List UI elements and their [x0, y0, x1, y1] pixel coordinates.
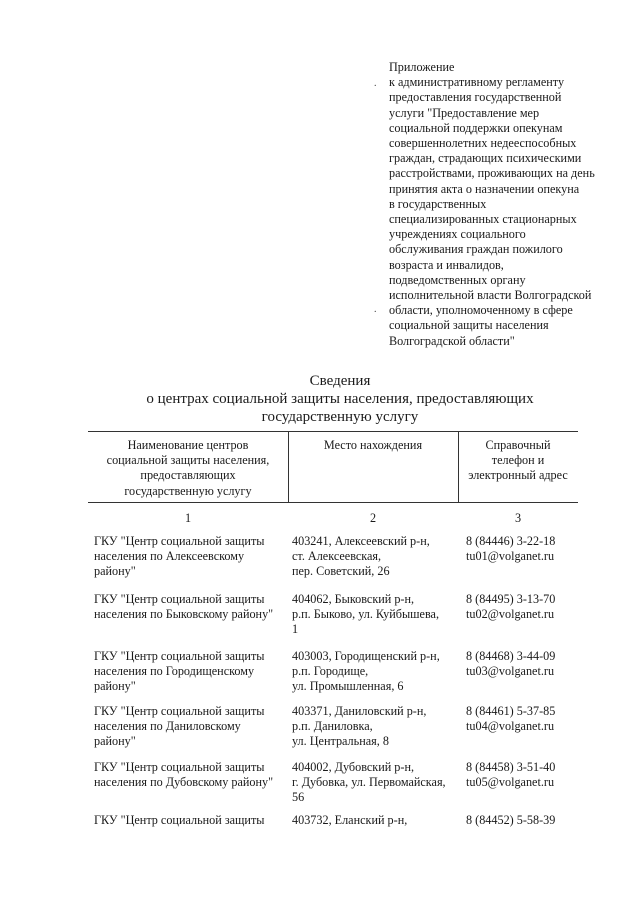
cell-line: р.п. Городище, — [292, 664, 369, 679]
cell-line: 404062, Быковский р-н, — [292, 592, 415, 606]
title-line: о центрах социальной защиты населения, предоставляющих — [146, 391, 534, 407]
cell-line: ст. Алексеевская, — [292, 549, 382, 564]
table-row-name — [94, 592, 273, 622]
cell-line: 403241, Алексеевский р-н, — [292, 534, 430, 548]
table-row-name — [94, 704, 264, 750]
header-line: социальной защиты населения, — [106, 453, 270, 468]
appendix-line: учреждениях социального — [389, 227, 526, 242]
cell-line: ГКУ "Центр социальной защиты — [94, 704, 265, 718]
column-number: 3 — [514, 511, 522, 525]
appendix-line: социальной поддержки опекунам — [389, 120, 563, 135]
appendix-line: в государственных — [389, 196, 487, 211]
table-row-contact — [466, 592, 555, 622]
title-line: государственную услугу — [261, 409, 419, 425]
cell-line: tu04@volganet.ru — [466, 719, 555, 734]
table-row-contact — [466, 813, 555, 828]
cell-line: ГКУ "Центр социальной защиты — [94, 592, 265, 606]
cell-line: 8 (84452) 5-58-39 — [466, 813, 556, 827]
cell-line: населения по Даниловскому — [94, 719, 241, 734]
appendix-line: специализированных стационарных — [389, 212, 577, 227]
cell-line: 56 — [292, 790, 305, 805]
cell-line: tu01@volganet.ru — [466, 549, 555, 564]
cell-line: 1 — [292, 622, 299, 637]
scan-speck: . — [374, 304, 377, 315]
appendix-line: области, уполномоченному в сфере — [389, 303, 573, 318]
cell-line: р.п. Быково, ул. Куйбышева, — [292, 607, 439, 622]
cell-line: 8 (84461) 5-37-85 — [466, 704, 556, 718]
cell-line: населения по Дубовскому району" — [94, 775, 274, 790]
header-contact — [458, 438, 578, 484]
table-row-address — [292, 813, 407, 828]
cell-line: району" — [94, 734, 136, 749]
cell-line: 8 (84468) 3-44-09 — [466, 649, 556, 663]
cell-line: ГКУ "Центр социальной защиты — [94, 760, 265, 774]
title-line: Сведения — [309, 373, 371, 389]
cell-line: 404002, Дубовский р-н, — [292, 760, 415, 774]
table-row-address — [292, 592, 439, 638]
appendix-line: расстройствами, проживающих на день — [389, 166, 595, 181]
table-row-address — [292, 760, 446, 806]
cell-line: населения по Быковскому району" — [94, 607, 274, 622]
cell-line: 8 (84495) 3-13-70 — [466, 592, 556, 606]
cell-line: ГКУ "Центр социальной защиты — [94, 813, 265, 827]
appendix-line: социальной защиты населения — [389, 318, 549, 333]
appendix-line: предоставления государственной — [389, 90, 562, 105]
header-name — [88, 438, 288, 499]
appendix-line: возраста и инвалидов, — [389, 257, 504, 272]
appendix-line: совершеннолетних недееспособных — [389, 136, 577, 151]
cell-line: tu02@volganet.ru — [466, 607, 555, 622]
table-row-name — [94, 649, 264, 695]
cell-line: ул. Центральная, 8 — [292, 734, 389, 749]
appendix-line: услуги "Предоставление мер — [389, 105, 540, 120]
cell-line: 403732, Еланский р-н, — [292, 813, 408, 827]
header-line: Место нахождения — [323, 438, 423, 452]
cell-line: ул. Промышленная, 6 — [292, 679, 404, 694]
appendix-line: подведомственных органу — [389, 272, 526, 287]
header-line: телефон и — [491, 453, 545, 468]
column-number: 2 — [369, 511, 377, 525]
header-line: электронный адрес — [468, 468, 568, 483]
cell-line: ГКУ "Центр социальной защиты — [94, 649, 265, 663]
table-row-address — [292, 704, 426, 750]
table-row-address — [292, 534, 430, 580]
cell-line: 403003, Городищенский р-н, — [292, 649, 440, 663]
cell-line: 8 (84446) 3-22-18 — [466, 534, 556, 548]
table-row-name — [94, 534, 264, 580]
header-line: Наименование центров — [127, 438, 249, 452]
cell-line: ГКУ "Центр социальной защиты — [94, 534, 265, 548]
cell-line: tu05@volganet.ru — [466, 775, 555, 790]
appendix-line: Приложение — [389, 60, 455, 74]
header-bottom-border — [88, 502, 578, 503]
header-line: предоставляющих — [140, 468, 236, 483]
scan-speck: . — [374, 78, 377, 89]
document-title — [60, 372, 620, 426]
appendix-line: исполнительной власти Волгоградской — [389, 288, 592, 303]
cell-line: населения по Алексеевскому — [94, 549, 245, 564]
cell-line: району" — [94, 564, 136, 579]
table-row-contact — [466, 534, 555, 564]
header-address — [288, 438, 458, 453]
cell-line: р.п. Даниловка, — [292, 719, 373, 734]
cell-line: 403371, Даниловский р-н, — [292, 704, 427, 718]
table-row-contact — [466, 649, 555, 679]
appendix-line: принятия акта о назначении опекуна — [389, 181, 580, 196]
table-row-contact — [466, 760, 555, 790]
appendix-line: Волгоградской области" — [389, 333, 515, 348]
cell-line: району" — [94, 679, 136, 694]
cell-line: г. Дубовка, ул. Первомайская, — [292, 775, 446, 790]
header-line: государственную услугу — [124, 483, 252, 498]
appendix-line: к административному регламенту — [389, 75, 565, 90]
header-line: Справочный — [485, 438, 551, 452]
appendix-line: обслуживания граждан пожилого — [389, 242, 563, 257]
appendix-block — [389, 60, 629, 349]
table-row-contact — [466, 704, 555, 734]
cell-line: tu03@volganet.ru — [466, 664, 555, 679]
table-row-name — [94, 760, 273, 790]
table-row-name — [94, 813, 264, 828]
column-number: 1 — [184, 511, 192, 525]
cell-line: населения по Городищенскому — [94, 664, 255, 679]
table-top-border — [88, 431, 578, 432]
cell-line: пер. Советский, 26 — [292, 564, 390, 579]
appendix-line: граждан, страдающих психическими — [389, 151, 582, 166]
table-row-address — [292, 649, 440, 695]
cell-line: 8 (84458) 3-51-40 — [466, 760, 556, 774]
